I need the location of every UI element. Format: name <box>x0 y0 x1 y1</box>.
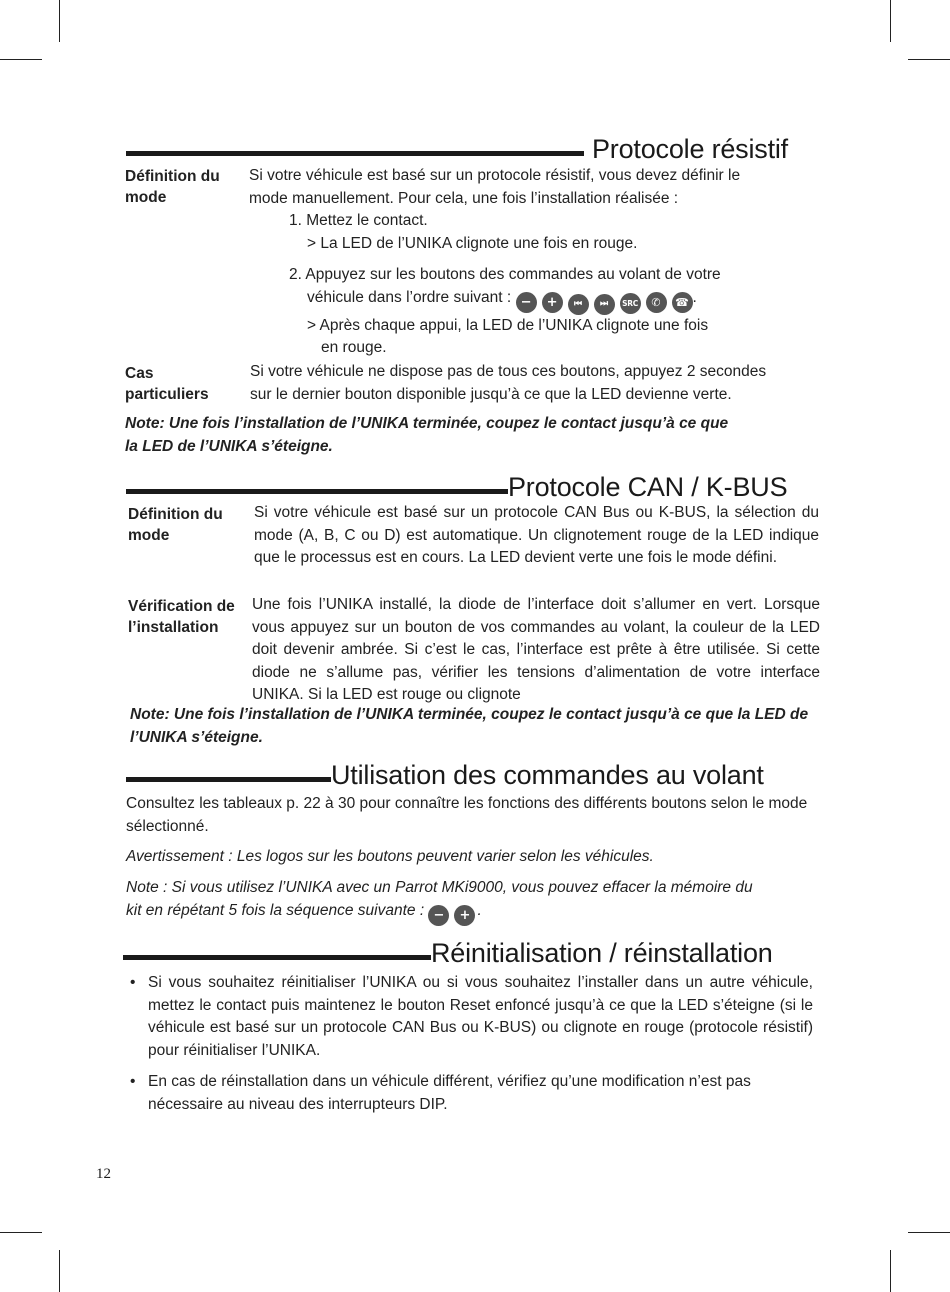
section-heading-utilisation <box>126 759 816 791</box>
note-line: la LED de l’UNIKA s’éteigne. <box>125 437 333 455</box>
step-2-end: . <box>692 288 697 306</box>
step-2-order <box>249 287 819 315</box>
note-end: . <box>477 901 482 919</box>
step-1-result: > La LED de l’UNIKA clignote une fois en rouge. <box>307 234 638 252</box>
cas-particuliers-text <box>250 361 820 406</box>
heading-rule <box>123 955 431 960</box>
section-heading-resistif <box>126 133 812 165</box>
bullet-dot: • <box>130 1073 136 1090</box>
crop-mark <box>908 1232 950 1233</box>
note-line: Note: Une fois l’installation de l’UNIKA terminée, coupez le contact jusqu’à ce que <box>125 415 729 432</box>
plus-icon: + <box>542 292 563 313</box>
step-2-result-cont: en rouge. <box>321 339 387 356</box>
crop-mark <box>0 59 42 60</box>
minus-icon: − <box>428 905 449 926</box>
phone-answer-icon: ✆ <box>646 292 667 313</box>
crop-mark <box>890 1250 891 1292</box>
section-title: Protocole CAN / K-BUS <box>508 472 788 502</box>
step-2-result: > Après chaque appui, la LED de l’UNIKA clignote une fois <box>307 316 709 334</box>
section-title: Réinitialisation / réinstallation <box>431 938 773 968</box>
text-line: sur le dernier bouton disponible jusqu’à ce que la LED devienne verte. <box>250 385 732 403</box>
note-line <box>126 900 826 926</box>
previous-track-icon: ⏮ <box>568 294 589 315</box>
definition-label: Définition du mode <box>128 506 223 544</box>
next-track-icon: ⏭ <box>594 294 615 315</box>
bullet-text: Si vous souhaitez réinitialiser l’UNIKA ou si vous souhaitez l’installer dans un autre véhicule, mettez le contact puis maintenez le bouton Reset enfoncé jusqu’à ce que la LED s’éteigne (si le véhicule est basé sur un protocole CAN Bus ou K-BUS) ou clignote en rouge (protocole résistif) pour réinitialiser l’UNIKA. <box>148 974 813 1059</box>
section-heading-reinit <box>123 937 815 969</box>
heading-rule <box>126 777 331 782</box>
note-resistif <box>125 413 825 458</box>
crop-mark <box>890 0 891 42</box>
crop-mark <box>59 0 60 42</box>
cas-particuliers-label: Cas particuliers <box>125 365 209 403</box>
src-icon: SRC <box>620 293 641 314</box>
bullet-dot: • <box>130 974 136 991</box>
step-1: 1. Mettez le contact. <box>289 212 428 229</box>
definition-text: Si votre véhicule est basé sur un protocole CAN Bus ou K-BUS, la sélection du mode (A, B, C ou D) est automatique. Un clignotement rouge de la LED indique que le processus est en cours. La LED devient verte une fois le mode défini. <box>254 504 819 566</box>
plus-icon: + <box>454 905 475 926</box>
list-item <box>130 1071 813 1116</box>
crop-mark <box>59 1250 60 1292</box>
utilisation-paragraph: Consultez les tableaux p. 22 à 30 pour connaître les fonctions des différents boutons selon le mode sélectionné. <box>126 795 808 835</box>
bullet-text: En cas de réinstallation dans un véhicule différent, vérifiez qu’une modification n’est pas nécessaire au niveau des interrupteurs DIP. <box>148 1073 751 1113</box>
text-line: mode manuellement. Pour cela, une fois l’installation réalisée : <box>249 189 679 207</box>
definition-text <box>249 165 819 360</box>
verification-text: Une fois l’UNIKA installé, la diode de l’interface doit s’allumer en vert. Lorsque vous appuyez sur un bouton de vos commandes au volant, la couleur de la LED doit devenir ambrée. Si c’est le cas, l’interface est prête à être utilisée. Si cette diode ne s’allume pas, vérifier les tensions d’alimentation de votre interface UNIKA. Si la LED est rouge ou clignote <box>252 596 820 703</box>
utilisation-note <box>126 877 826 926</box>
text-line: Si votre véhicule est basé sur un protocole résistif, vous devez définir le <box>249 167 741 184</box>
section-heading-can <box>126 471 816 503</box>
definition-label: Définition du mode <box>125 168 220 206</box>
heading-rule <box>126 489 508 494</box>
note-can: Note: Une fois l’installation de l’UNIKA terminée, coupez le contact jusqu’à ce que la LED de l’UNIKA s’éteigne. <box>130 706 809 746</box>
note-text: kit en répétant 5 fois la séquence suivante : <box>126 901 425 919</box>
crop-mark <box>0 1232 42 1233</box>
note-line: Note : Si vous utilisez l’UNIKA avec un Parrot MKi9000, vous pouvez effacer la mémoire du <box>126 879 753 896</box>
verification-label: Vérification de l’installation <box>128 598 235 636</box>
step-2-text: véhicule dans l’ordre suivant : <box>307 288 512 306</box>
phone-hangup-icon: ☎ <box>672 292 693 313</box>
section-title: Utilisation des commandes au volant <box>331 760 764 790</box>
step-2: 2. Appuyez sur les boutons des commandes au volant de votre <box>289 266 721 283</box>
section-title: Protocole résistif <box>592 134 788 164</box>
utilisation-warning: Avertissement : Les logos sur les boutons peuvent varier selon les véhicules. <box>126 848 654 865</box>
heading-rule <box>126 151 584 156</box>
crop-mark <box>908 59 950 60</box>
text-line: Si votre véhicule ne dispose pas de tous ces boutons, appuyez 2 secondes <box>250 363 767 380</box>
page-number: 12 <box>96 1166 111 1182</box>
minus-icon: − <box>516 292 537 313</box>
list-item <box>130 972 813 1062</box>
